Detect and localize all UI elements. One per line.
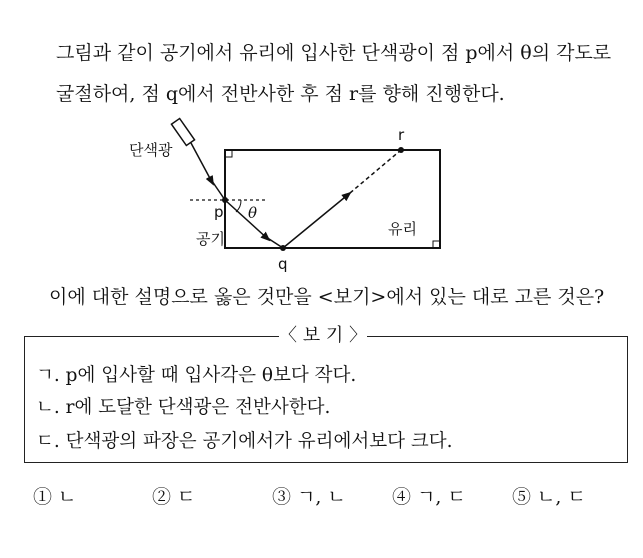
angle-theta-label: θ — [248, 204, 258, 222]
right-angle-mark-bottom-right — [433, 241, 440, 248]
light-source-icon — [171, 118, 194, 145]
glass-label: 유리 — [388, 220, 417, 238]
incident-ray — [191, 143, 213, 184]
answer-choice-5[interactable]: ⑤ ㄴ, ㄷ — [512, 486, 586, 508]
point-q-label: q — [278, 255, 288, 273]
air-label: 공기 — [196, 230, 225, 248]
answer-choice-4[interactable]: ④ ㄱ, ㄷ — [392, 486, 466, 508]
question-text-line-1: 그림과 같이 공기에서 유리에 입사한 단색광이 점 p에서 θ의 각도로 — [56, 42, 612, 64]
refracted-ray-end — [266, 237, 283, 248]
answer-choice-1[interactable]: ① ㄴ — [33, 486, 77, 508]
bogi-statement-digeut: ㄷ. 단색광의 파장은 공기에서가 유리에서보다 크다. — [36, 431, 453, 452]
point-p-label: p — [214, 203, 224, 221]
answer-choice-2[interactable]: ② ㄷ — [152, 486, 196, 508]
question-text-line-2: 굴절하여, 점 q에서 전반사한 후 점 r를 향해 진행한다. — [56, 83, 505, 105]
point-r — [398, 147, 404, 153]
reflected-ray — [283, 193, 350, 248]
answer-choice-3[interactable]: ③ ㄱ, ㄴ — [272, 486, 346, 508]
refracted-ray — [225, 200, 269, 240]
question-prompt: 이에 대한 설명으로 옳은 것만을 <보기>에서 있는 대로 고른 것은? — [49, 286, 605, 308]
right-angle-mark-top-left — [225, 150, 232, 157]
bogi-statement-giyeok: ㄱ. p에 입사할 때 입사각은 θ보다 작다. — [36, 365, 357, 386]
incident-ray-continued — [212, 181, 225, 200]
refraction-diagram — [120, 117, 450, 277]
bogi-title: 〈 보 기 〉 — [279, 325, 367, 346]
light-source-label: 단색광 — [129, 141, 173, 159]
reflected-ray-dashed — [350, 150, 401, 193]
point-r-label: r — [398, 126, 405, 144]
bogi-statement-nieun: ㄴ. r에 도달한 단색광은 전반사한다. — [36, 397, 331, 418]
